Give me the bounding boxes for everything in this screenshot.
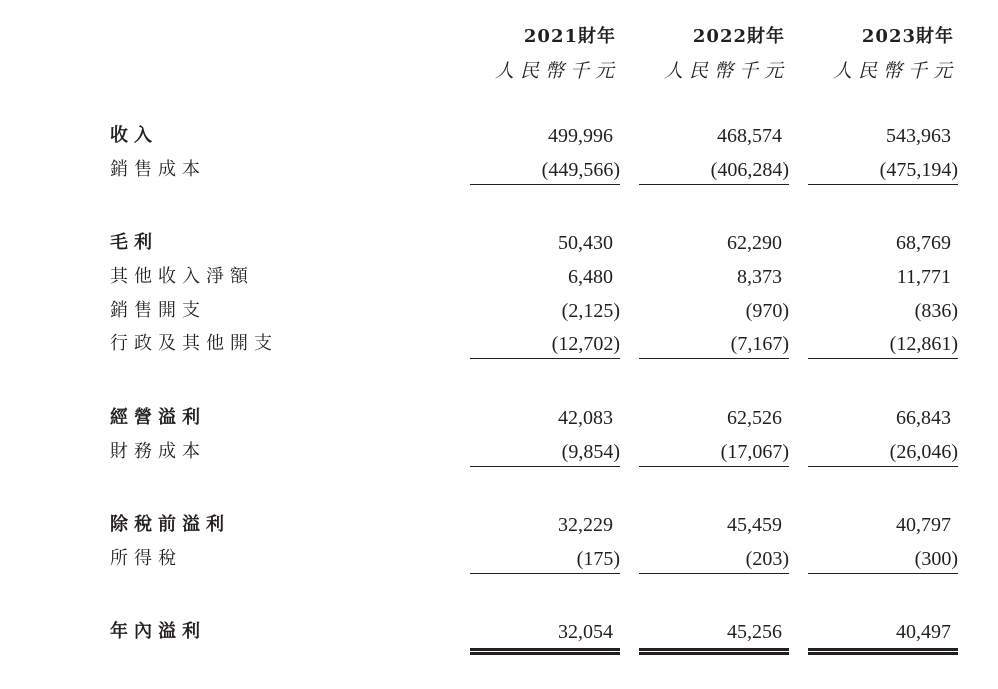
value-2021: 32,054 (558, 621, 613, 643)
value-2022: 62,290 (727, 232, 782, 254)
value-2021: (175) (576, 548, 620, 570)
total-double-rule (639, 648, 789, 655)
subtotal-rule (470, 358, 620, 359)
value-2022: 468,574 (717, 125, 782, 147)
value-2023: 66,843 (896, 407, 951, 429)
subtotal-rule (808, 184, 958, 185)
value-2021: (449,566) (541, 159, 620, 181)
table-row-revenue (0, 121, 998, 151)
value-2023: (475,194) (879, 159, 958, 181)
value-2023: 40,797 (896, 514, 951, 536)
row-label: 銷售開支 (110, 300, 206, 321)
value-2023: 40,497 (896, 621, 951, 643)
table-row-selling-expenses (0, 296, 998, 326)
subtotal-rule (639, 358, 789, 359)
value-2022: 8,373 (737, 266, 782, 288)
subtotal-rule (639, 573, 789, 574)
value-2021: (12,702) (551, 333, 620, 355)
subtotal-rule (470, 184, 620, 185)
table-row-other-income (0, 262, 998, 292)
row-label: 其他收入淨額 (110, 266, 254, 287)
value-2022: (203) (745, 548, 789, 570)
value-2022: (406,284) (710, 159, 789, 181)
value-2023: 11,771 (896, 266, 951, 288)
value-2022: (7,167) (730, 333, 789, 355)
subtotal-rule (808, 573, 958, 574)
subtotal-rule (808, 466, 958, 467)
table-row-cost-of-sales (0, 155, 998, 185)
table-row-admin-expenses (0, 329, 998, 359)
table-row-finance-costs (0, 437, 998, 467)
header-year-2023: 2023財年 (861, 26, 954, 47)
subtotal-rule (639, 466, 789, 467)
table-row-operating-profit (0, 403, 998, 433)
total-double-rule (808, 648, 958, 655)
subtotal-rule (808, 358, 958, 359)
table-row-income-tax (0, 544, 998, 574)
row-label: 除稅前溢利 (110, 514, 230, 535)
value-2021: 42,083 (558, 407, 613, 429)
table-row-gross-profit (0, 228, 998, 258)
header-unit-2022: 人民幣千元 (663, 60, 789, 82)
subtotal-rule (470, 573, 620, 574)
header-year-2021: 2021財年 (523, 26, 616, 47)
header-unit-2021: 人民幣千元 (494, 60, 620, 82)
value-2022: 45,459 (727, 514, 782, 536)
value-2023: 68,769 (896, 232, 951, 254)
subtotal-rule (470, 466, 620, 467)
total-double-rule (470, 648, 620, 655)
value-2023: 543,963 (886, 125, 951, 147)
row-label: 行政及其他開支 (110, 333, 278, 354)
table-row-profit-for-year (0, 617, 998, 647)
value-2021: 6,480 (568, 266, 613, 288)
value-2023: (836) (914, 300, 958, 322)
value-2021: 499,996 (548, 125, 613, 147)
value-2023: (300) (914, 548, 958, 570)
value-2022: 45,256 (727, 621, 782, 643)
header-year-2022: 2022財年 (692, 26, 785, 47)
value-2023: (12,861) (889, 333, 958, 355)
row-label: 所得稅 (110, 548, 182, 569)
row-label: 銷售成本 (110, 159, 206, 180)
value-2022: (970) (745, 300, 789, 322)
value-2022: (17,067) (720, 441, 789, 463)
row-label: 收入 (110, 125, 158, 146)
row-label: 經營溢利 (110, 407, 206, 428)
row-label: 財務成本 (110, 441, 206, 462)
value-2021: 32,229 (558, 514, 613, 536)
header-unit-2023: 人民幣千元 (832, 60, 958, 82)
value-2023: (26,046) (889, 441, 958, 463)
row-label: 毛利 (110, 232, 158, 253)
value-2021: (2,125) (561, 300, 620, 322)
table-row-profit-before-tax (0, 510, 998, 540)
value-2021: (9,854) (561, 441, 620, 463)
row-label: 年內溢利 (110, 621, 206, 642)
value-2022: 62,526 (727, 407, 782, 429)
subtotal-rule (639, 184, 789, 185)
value-2021: 50,430 (558, 232, 613, 254)
